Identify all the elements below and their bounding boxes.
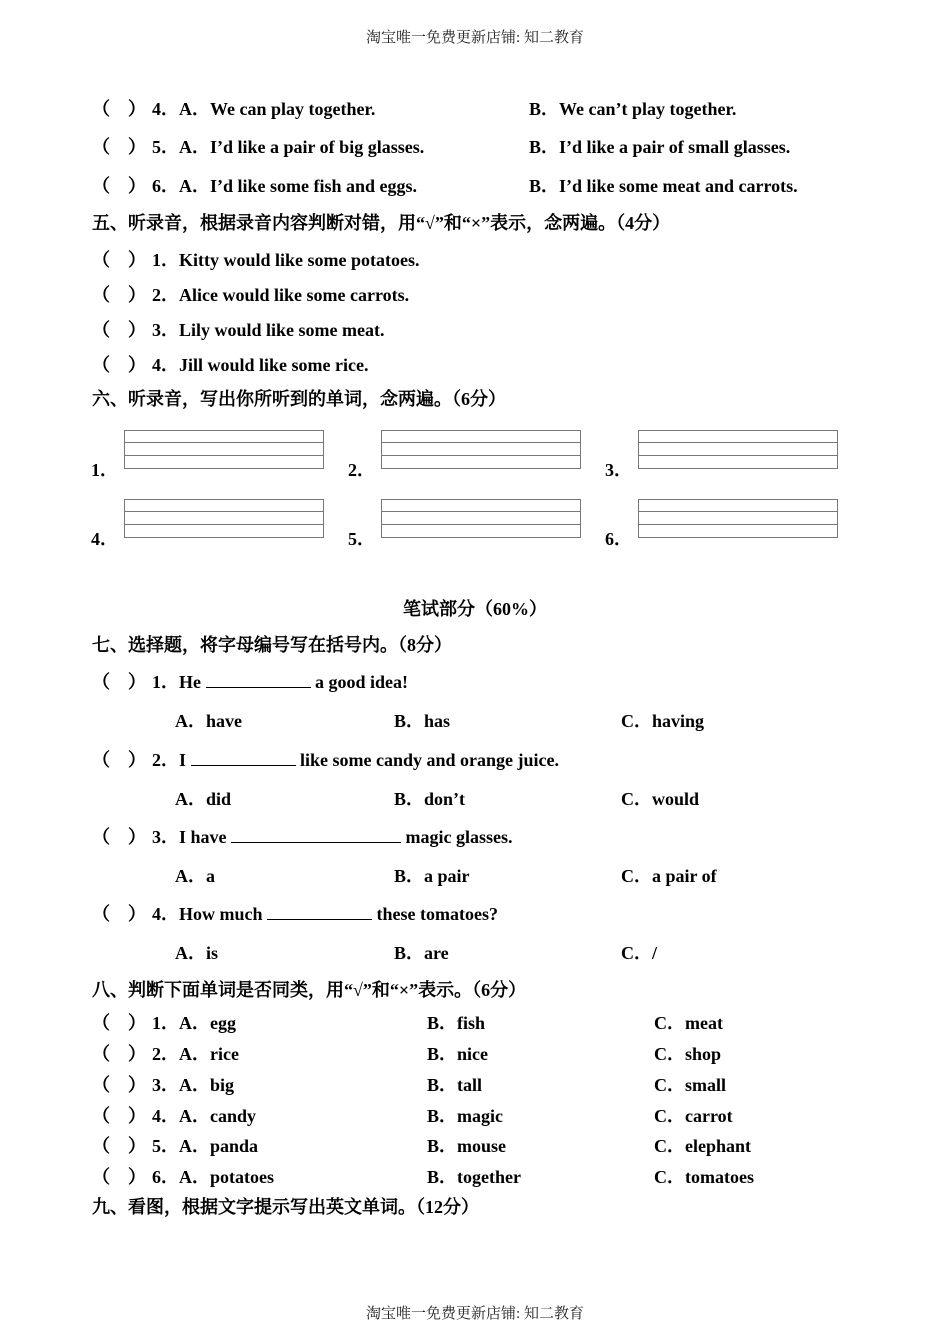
statement-text: 2．Alice would like some carrots. (152, 285, 410, 305)
option-a: A．We can play together. (179, 99, 376, 119)
writing-lines[interactable] (381, 430, 581, 468)
section-9-title: 九、看图，根据文字提示写出英文单词。（12分） (92, 1197, 479, 1217)
option-c: C．a pair of (621, 866, 717, 886)
option-a: A．candy (179, 1106, 257, 1126)
option-b: B．a pair (394, 866, 470, 886)
question-text-end: magic glasses. (401, 827, 513, 847)
option-b: B．fish (427, 1013, 486, 1033)
option-c: C．elephant (654, 1136, 752, 1156)
option-c: C．shop (654, 1044, 722, 1064)
question-text-end: like some candy and orange juice. (295, 750, 560, 770)
answer-parentheses[interactable]: （ ） (92, 672, 146, 692)
question-row (92, 98, 375, 120)
question-text-start: 1．He (152, 672, 206, 692)
question-number: 4． (152, 1106, 179, 1126)
option-c: C．tomatoes (654, 1167, 754, 1187)
question-row (92, 1074, 234, 1096)
question-row (92, 136, 424, 158)
write-number: 2． (348, 460, 375, 480)
question-row (92, 749, 559, 771)
option-b: B．mouse (427, 1136, 507, 1156)
answer-parentheses[interactable]: （ ） (92, 1044, 146, 1064)
answer-parentheses[interactable]: （ ） (92, 1167, 146, 1187)
option-c: C．/ (621, 943, 657, 963)
option-b: B．nice (427, 1044, 488, 1064)
fill-blank[interactable] (267, 903, 372, 920)
write-number: 4． (91, 529, 118, 549)
option-b: B．are (394, 943, 449, 963)
fill-blank[interactable] (191, 749, 296, 766)
question-number: 5． (152, 137, 179, 157)
question-number: 6． (152, 1167, 179, 1187)
question-row (92, 1012, 236, 1034)
question-number: 1． (152, 1013, 179, 1033)
question-row (92, 1166, 274, 1188)
option-c: C．meat (654, 1013, 723, 1033)
question-row (92, 1105, 256, 1127)
answer-parentheses[interactable]: （ ） (92, 320, 146, 340)
page-header: 淘宝唯一免费更新店铺: 知二教育 (366, 30, 584, 46)
section-8-title: 八、判断下面单词是否同类，用“√”和“×”表示。（6分） (92, 980, 527, 1000)
option-c: C．would (621, 789, 700, 809)
question-row (92, 319, 385, 341)
question-row (92, 671, 408, 693)
writing-lines[interactable] (638, 430, 838, 468)
answer-parentheses[interactable]: （ ） (92, 285, 146, 305)
option-c: C．carrot (654, 1106, 733, 1126)
option-b: B．I’d like a pair of small glasses. (529, 137, 791, 157)
question-row (92, 1135, 258, 1157)
writing-lines[interactable] (124, 430, 324, 468)
answer-parentheses[interactable]: （ ） (92, 1136, 146, 1156)
question-row (92, 903, 498, 925)
answer-parentheses[interactable]: （ ） (92, 1075, 146, 1095)
question-number: 2． (152, 1044, 179, 1064)
statement-text: 3．Lily would like some meat. (152, 320, 385, 340)
write-number: 3． (605, 460, 632, 480)
option-a: A．a (175, 866, 215, 886)
question-number: 3． (152, 1075, 179, 1095)
question-number: 5． (152, 1136, 179, 1156)
question-text-start: 4．How much (152, 904, 268, 924)
question-row (92, 354, 368, 376)
section-5-title: 五、听录音，根据录音内容判断对错，用“√”和“×”表示，念两遍。（4分） (92, 213, 671, 233)
fill-blank[interactable] (206, 671, 311, 688)
answer-parentheses[interactable]: （ ） (92, 355, 146, 375)
question-text-start: 2．I (152, 750, 191, 770)
option-a: A．rice (179, 1044, 239, 1064)
statement-text: 4．Jill would like some rice. (152, 355, 369, 375)
option-b: B．don’t (394, 789, 466, 809)
option-a: A．I’d like some fish and eggs. (179, 176, 418, 196)
option-b: B．has (394, 711, 451, 731)
writing-lines[interactable] (381, 499, 581, 537)
option-a: A．have (175, 711, 242, 731)
section-7-title: 七、选择题，将字母编号写在括号内。（8分） (92, 635, 452, 655)
page-footer: 淘宝唯一免费更新店铺: 知二教育 (366, 1306, 584, 1322)
answer-parentheses[interactable]: （ ） (92, 250, 146, 270)
option-c: C．small (654, 1075, 726, 1095)
question-text-start: 3．I have (152, 827, 232, 847)
question-row (92, 175, 417, 197)
option-b: B．We can’t play together. (529, 99, 737, 119)
option-c: C．having (621, 711, 705, 731)
write-number: 5． (348, 529, 375, 549)
option-b: B．I’d like some meat and carrots. (529, 176, 798, 196)
answer-parentheses[interactable]: （ ） (92, 750, 146, 770)
written-part-title: 笔试部分（60%） (403, 599, 547, 619)
answer-parentheses[interactable]: （ ） (92, 1106, 146, 1126)
question-row (92, 249, 420, 271)
question-row (92, 284, 409, 306)
question-row (92, 1043, 239, 1065)
answer-parentheses[interactable]: （ ） (92, 99, 146, 119)
question-row (92, 826, 513, 848)
answer-parentheses[interactable]: （ ） (92, 137, 146, 157)
option-a: A．did (175, 789, 232, 809)
answer-parentheses[interactable]: （ ） (92, 904, 146, 924)
question-number: 6． (152, 176, 179, 196)
option-a: A．big (179, 1075, 235, 1095)
answer-parentheses[interactable]: （ ） (92, 827, 146, 847)
answer-parentheses[interactable]: （ ） (92, 1013, 146, 1033)
write-number: 1． (91, 460, 118, 480)
option-a: A．I’d like a pair of big glasses. (179, 137, 425, 157)
fill-blank[interactable] (231, 826, 401, 843)
option-b: B．together (427, 1167, 521, 1187)
question-number: 4． (152, 99, 179, 119)
option-a: A．potatoes (179, 1167, 274, 1187)
writing-lines[interactable] (124, 499, 324, 537)
option-b: B．tall (427, 1075, 483, 1095)
section-6-title: 六、听录音，写出你所听到的单词，念两遍。（6分） (92, 389, 506, 409)
answer-parentheses[interactable]: （ ） (92, 176, 146, 196)
write-number: 6． (605, 529, 632, 549)
question-text-end: these tomatoes? (372, 904, 498, 924)
question-text-end: a good idea! (310, 672, 409, 692)
statement-text: 1．Kitty would like some potatoes. (152, 250, 420, 270)
option-a: A．panda (179, 1136, 259, 1156)
option-a: A．is (175, 943, 219, 963)
writing-lines[interactable] (638, 499, 838, 537)
option-a: A．egg (179, 1013, 236, 1033)
option-b: B．magic (427, 1106, 503, 1126)
